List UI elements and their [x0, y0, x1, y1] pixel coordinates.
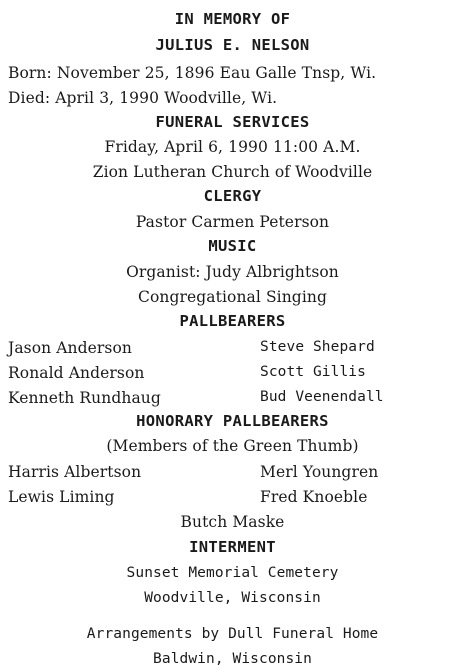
interment-heading: INTERMENT	[189, 538, 276, 556]
honorary-pallbearers-heading: HONORARY PALLBEARERS	[136, 412, 329, 430]
honorary-pallbearer-name: Harris Albertson	[8, 463, 142, 481]
memorial-heading: IN MEMORY OF	[174, 10, 291, 28]
funeral-home-location: Baldwin, Wisconsin	[153, 651, 312, 667]
deceased-name: JULIUS E. NELSON	[155, 36, 310, 54]
pallbearer-name: Bud Veenendall	[260, 389, 384, 405]
arrangements-by: Arrangements by Dull Funeral Home	[86, 626, 379, 642]
pallbearer-name: Scott Gillis	[260, 364, 366, 380]
funeral-services-heading: FUNERAL SERVICES	[155, 113, 310, 131]
honorary-pallbearer-name: Butch Maske	[180, 513, 285, 531]
music-heading: MUSIC	[208, 237, 257, 255]
pallbearer-name: Jason Anderson	[8, 339, 132, 357]
organist: Organist: Judy Albrightson	[126, 263, 339, 281]
pallbearer-name: Steve Shepard	[260, 339, 375, 355]
honorary-pallbearer-name: Fred Knoeble	[260, 488, 368, 506]
cemetery-name: Sunset Memorial Cemetery	[126, 565, 339, 581]
honorary-pallbearer-name: Merl Youngren	[260, 463, 379, 481]
cemetery-location: Woodville, Wisconsin	[144, 590, 321, 606]
funeral-location: Zion Lutheran Church of Woodville	[92, 163, 373, 181]
honorary-subtitle: (Members of the Green Thumb)	[106, 437, 359, 455]
honorary-pallbearer-name: Lewis Liming	[8, 488, 115, 506]
birth-info: Born: November 25, 1896 Eau Galle Tnsp, Wi.	[8, 64, 377, 82]
pallbearers-heading: PALLBEARERS	[179, 312, 286, 330]
congregational-singing: Congregational Singing	[137, 288, 327, 306]
death-info: Died: April 3, 1990 Woodville, Wi.	[8, 89, 278, 107]
clergy-heading: CLERGY	[203, 187, 262, 205]
pallbearer-name: Ronald Anderson	[8, 364, 145, 382]
funeral-date: Friday, April 6, 1990 11:00 A.M.	[104, 138, 361, 156]
clergy-name: Pastor Carmen Peterson	[135, 213, 330, 231]
pallbearer-name: Kenneth Rundhaug	[8, 389, 161, 407]
